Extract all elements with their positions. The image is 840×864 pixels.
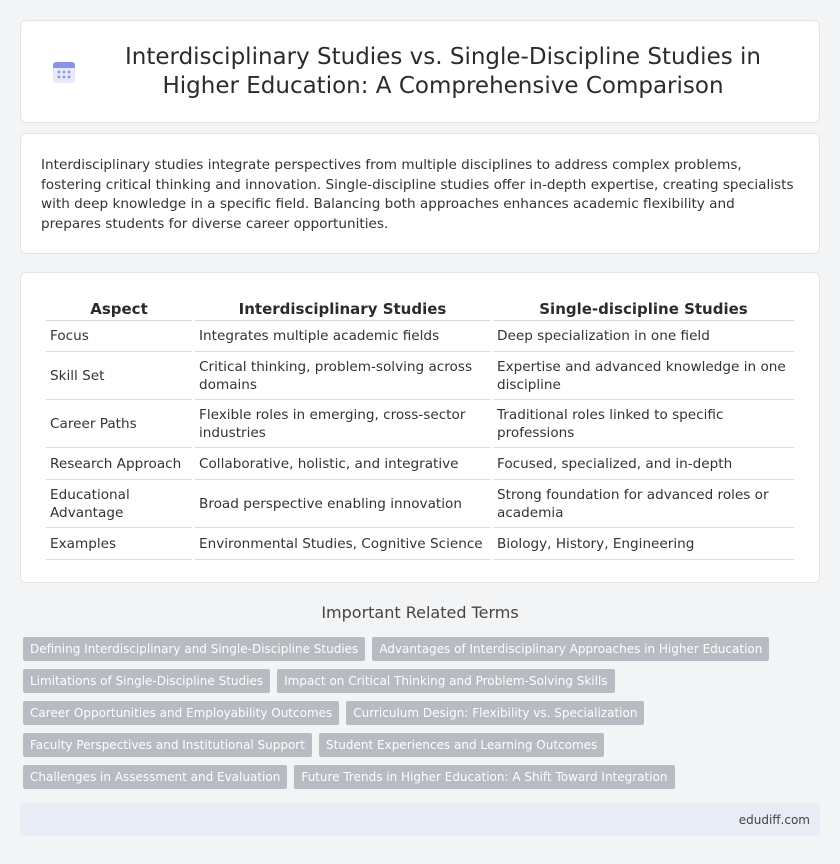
intro-text: Interdisciplinary studies integrate perspectives from multiple disciplines to address complex problems, fostering critical thinking and innovation. Single-discipline studies offer in-depth expertise, creating specialists with deep knowledge in a specific field. Balancing both approaches enhances academic flexibility and prepares students for diverse career opportunities. xyxy=(41,157,794,232)
related-term-tag[interactable]: Student Experiences and Learning Outcomes xyxy=(319,733,604,757)
table-cell-interdisciplinary: Critical thinking, problem-solving across domains xyxy=(195,352,490,400)
comparison-table xyxy=(43,297,797,560)
header-interdisciplinary: Interdisciplinary Studies xyxy=(195,297,490,321)
related-term-tag[interactable]: Challenges in Assessment and Evaluation xyxy=(23,765,287,789)
table-cell-single-discipline: Strong foundation for advanced roles or academia xyxy=(493,480,794,528)
intro-card xyxy=(20,133,820,254)
table-row xyxy=(46,321,794,352)
table-cell-single-discipline: Focused, specialized, and in-depth xyxy=(493,448,794,480)
comparison-table-card xyxy=(20,272,820,583)
table-cell-aspect: Skill Set xyxy=(46,352,192,400)
calendar-grid-icon xyxy=(51,59,77,85)
related-term-tag[interactable]: Curriculum Design: Flexibility vs. Specialization xyxy=(346,701,644,725)
table-cell-aspect: Focus xyxy=(46,321,192,352)
page-title: Interdisciplinary Studies vs. Single-Discipline Studies in Higher Education: A Comprehensive Comparison xyxy=(124,43,761,99)
footer-site-link[interactable]: edudiff.com xyxy=(738,812,810,827)
table-row xyxy=(46,352,794,400)
table-row xyxy=(46,448,794,480)
related-term-tag[interactable]: Limitations of Single-Discipline Studies xyxy=(23,669,270,693)
table-row xyxy=(46,480,794,528)
header-single-discipline: Single-discipline Studies xyxy=(493,297,794,321)
related-term-tag[interactable]: Future Trends in Higher Education: A Shift Toward Integration xyxy=(294,765,674,789)
table-cell-aspect: Examples xyxy=(46,528,192,560)
table-cell-aspect: Career Paths xyxy=(46,400,192,448)
header-card xyxy=(20,20,820,123)
table-row xyxy=(46,400,794,448)
table-cell-interdisciplinary: Broad perspective enabling innovation xyxy=(195,480,490,528)
table-row xyxy=(46,528,794,560)
table-cell-aspect: Research Approach xyxy=(46,448,192,480)
related-terms-title: Important Related Terms xyxy=(321,603,519,622)
related-term-tag[interactable]: Career Opportunities and Employability Outcomes xyxy=(23,701,339,725)
table-cell-aspect: Educational Advantage xyxy=(46,480,192,528)
table-cell-single-discipline: Biology, History, Engineering xyxy=(493,528,794,560)
table-header-row xyxy=(46,297,794,321)
table-cell-single-discipline: Expertise and advanced knowledge in one discipline xyxy=(493,352,794,400)
footer xyxy=(20,803,820,836)
table-cell-single-discipline: Traditional roles linked to specific professions xyxy=(493,400,794,448)
related-term-tag[interactable]: Impact on Critical Thinking and Problem-Solving Skills xyxy=(277,669,614,693)
table-cell-interdisciplinary: Flexible roles in emerging, cross-sector industries xyxy=(195,400,490,448)
table-cell-single-discipline: Deep specialization in one field xyxy=(493,321,794,352)
table-cell-interdisciplinary: Collaborative, holistic, and integrative xyxy=(195,448,490,480)
related-term-tag[interactable]: Defining Interdisciplinary and Single-Discipline Studies xyxy=(23,637,365,661)
related-term-tag[interactable]: Advantages of Interdisciplinary Approaches in Higher Education xyxy=(372,637,769,661)
related-terms-tags xyxy=(20,637,820,789)
table-cell-interdisciplinary: Environmental Studies, Cognitive Science xyxy=(195,528,490,560)
header-aspect: Aspect xyxy=(46,297,192,321)
header-inner xyxy=(51,43,789,101)
related-term-tag[interactable]: Faculty Perspectives and Institutional Support xyxy=(23,733,312,757)
table-cell-interdisciplinary: Integrates multiple academic fields xyxy=(195,321,490,352)
